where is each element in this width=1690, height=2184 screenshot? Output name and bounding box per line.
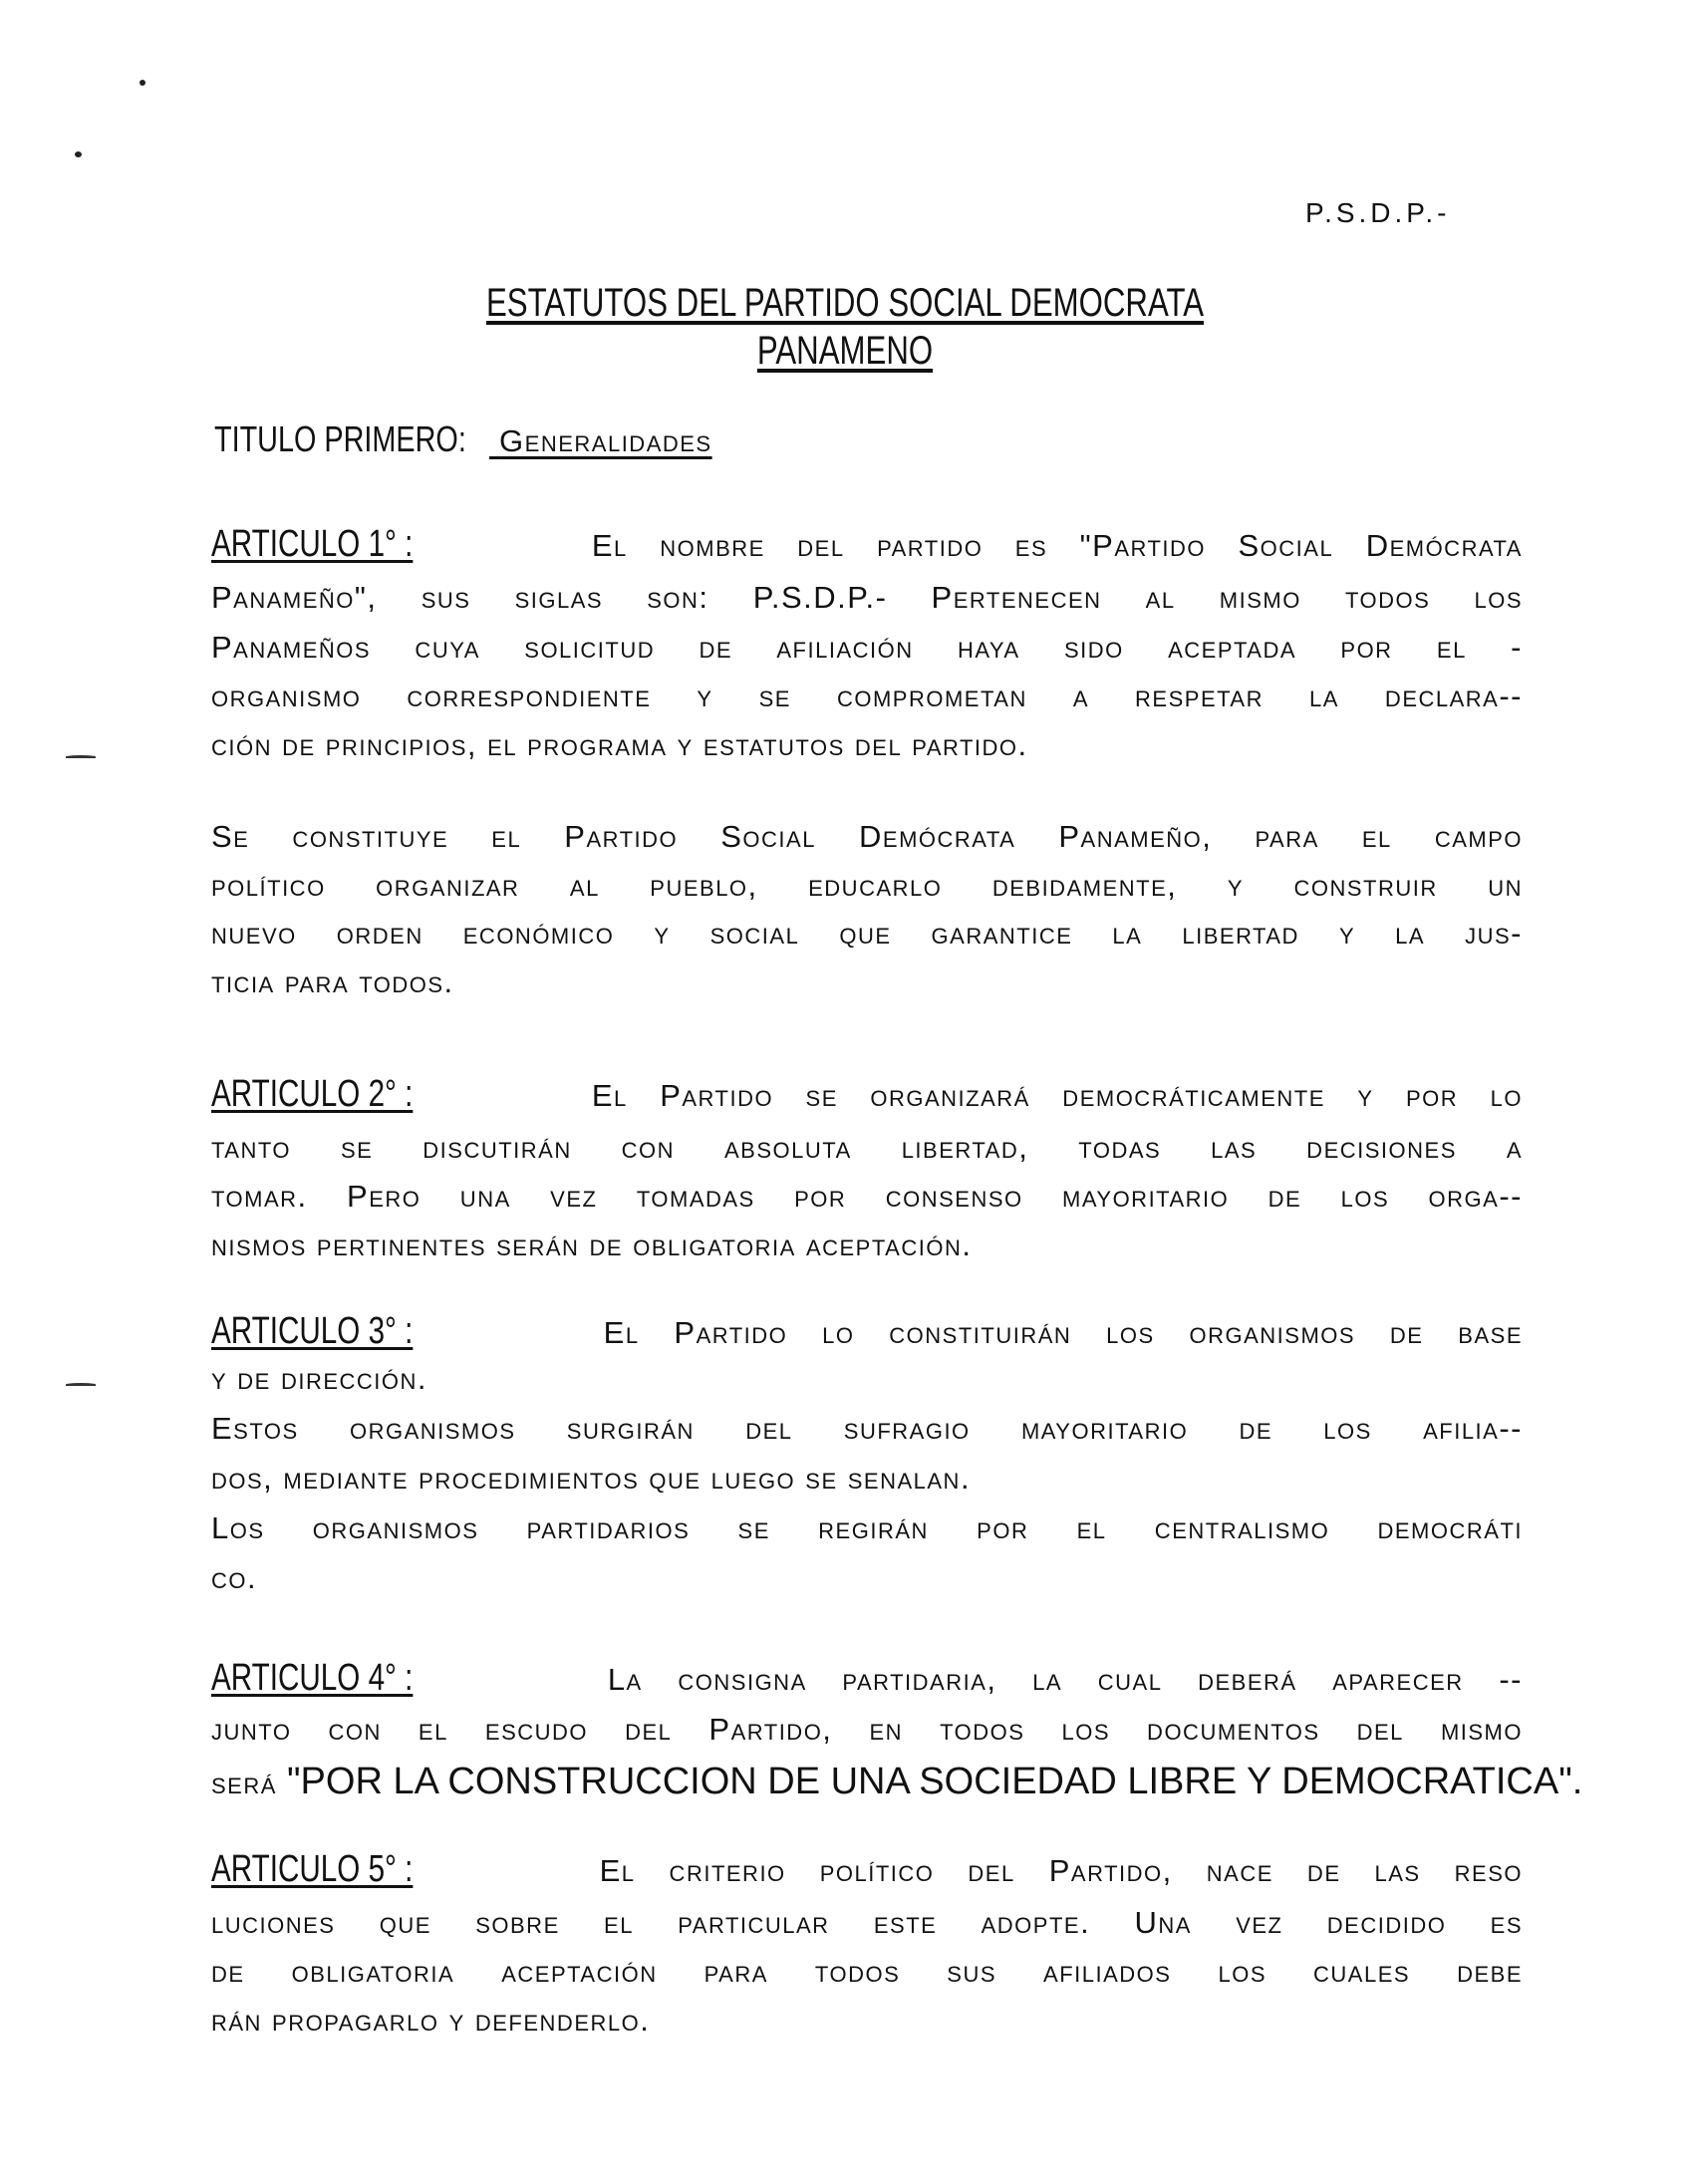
- article-2-line: tanto se discutirán con absoluta libertad, todas las decisiones a: [211, 1130, 1523, 1165]
- article-1-line: ción de principios, el programa y estatutos del partido.: [211, 727, 1028, 762]
- article-1-line: organismo correspondiente y se comprometan a respetar la declara--: [211, 679, 1523, 713]
- article-1-line: Panameño", sus siglas son: P.S.D.P.- Pertenecen al mismo todos los: [211, 580, 1523, 615]
- punch-hole-mark: [66, 755, 96, 758]
- article-1-line: ARTICULO 1° : El nombre del partido es "Partido Social Demócrata: [211, 523, 1523, 565]
- paragraph-line: político organizar al pueblo, educarlo debidamente, y construir un: [211, 868, 1523, 903]
- section-name: Generalidades: [499, 423, 712, 458]
- section-label: TITULO PRIMERO:: [214, 418, 466, 459]
- document-reference-code: P.S.D.P.-: [1305, 197, 1451, 228]
- article-4-line: será "POR LA CONSTRUCCION DE UNA SOCIEDAD LIBRE Y DEMOCRATICA".: [211, 1761, 1583, 1802]
- article-heading: ARTICULO 3° :: [211, 1310, 414, 1352]
- article-2-line: tomar. Pero una vez tomadas por consenso mayoritario de los orga--: [211, 1179, 1523, 1214]
- paragraph-line: nuevo orden económico y social que garantice la libertad y la jus-: [211, 916, 1523, 951]
- paragraph-line: ticia para todos.: [211, 964, 454, 999]
- article-3-line: y de dirección.: [211, 1361, 428, 1396]
- document-title: ESTATUTOS DEL PARTIDO SOCIAL DEMOCRATA: [485, 281, 1205, 325]
- paragraph-line: Se constituye el Partido Social Demócrata Panameño, para el campo: [211, 819, 1523, 854]
- article-5-line: luciones que sobre el particular este adopte. Una vez decidido es: [211, 1905, 1523, 1940]
- article-3-line: dos, mediante procedimientos que luego se senalan.: [211, 1461, 972, 1496]
- party-slogan: "POR LA CONSTRUCCION DE UNA SOCIEDAD LIBRE Y DEMOCRATICA".: [287, 1761, 1583, 1802]
- punch-hole-mark: [66, 1383, 96, 1386]
- article-heading: ARTICULO 5° :: [211, 1848, 414, 1890]
- scan-speck: [140, 80, 145, 86]
- article-4-line: ARTICULO 4° : La consigna partidaria, la cual deberá aparecer --: [211, 1657, 1523, 1699]
- section-title: [214, 418, 712, 460]
- article-2-line: nismos pertinentes serán de obligatoria aceptación.: [211, 1228, 973, 1262]
- scan-speck: [75, 151, 82, 157]
- article-heading: ARTICULO 1° :: [211, 523, 414, 565]
- article-3-line: Los organismos partidarios se regirán por el centralismo democráti: [211, 1510, 1523, 1545]
- article-5-line: ARTICULO 5° : El criterio político del Partido, nace de las reso: [211, 1848, 1523, 1890]
- article-3-line: co.: [211, 1560, 258, 1595]
- article-4-line: junto con el escudo del Partido, en todos los documentos del mismo: [211, 1712, 1523, 1747]
- article-heading: ARTICULO 4° :: [211, 1657, 414, 1699]
- document-title-line2: PANAMENO: [756, 329, 934, 373]
- article-3-line: Estos organismos surgirán del sufragio mayoritario de los afilia--: [211, 1411, 1523, 1446]
- article-1-line: Panameños cuya solicitud de afiliación haya sido aceptada por el -: [211, 630, 1523, 665]
- article-3-line: ARTICULO 3° : El Partido lo constituirán los organismos de base: [211, 1310, 1523, 1352]
- article-heading: ARTICULO 2° :: [211, 1073, 414, 1115]
- article-5-line: de obligatoria aceptación para todos sus afiliados los cuales debe: [211, 1954, 1523, 1989]
- article-2-line: ARTICULO 2° : El Partido se organizará democráticamente y por lo: [211, 1073, 1523, 1115]
- article-5-line: rán propagarlo y defenderlo.: [211, 2003, 651, 2038]
